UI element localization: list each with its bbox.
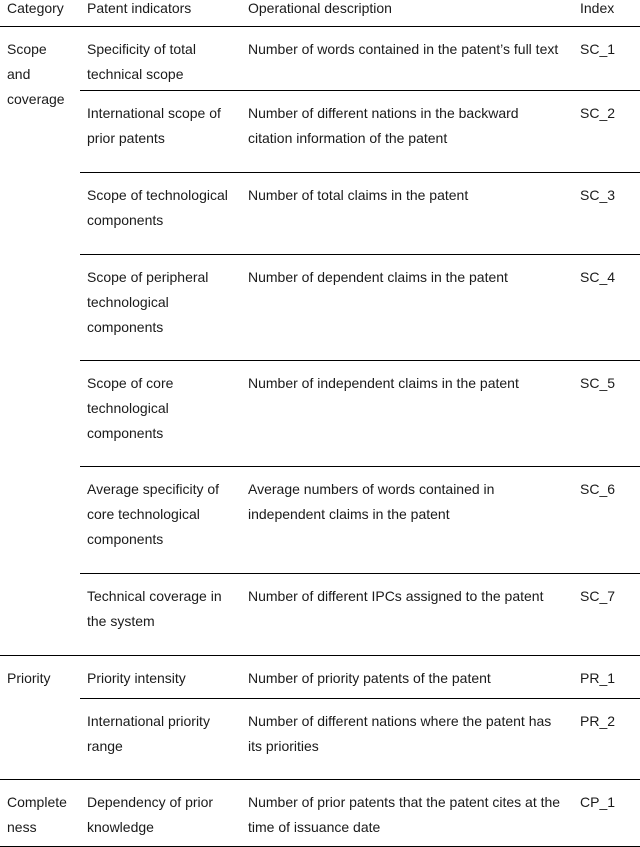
indicator-cell: Scope of core technological components <box>87 375 174 441</box>
header-category: Category <box>7 0 64 16</box>
description-cell: Number of prior patents that the patent cites at the time of issuance date <box>248 794 561 835</box>
header-operational-description: Operational description <box>248 0 392 16</box>
description-cell: Number of independent claims in the patent <box>248 375 519 391</box>
category-group-scope-coverage <box>0 27 640 656</box>
index-cell: SC_5 <box>580 375 616 391</box>
indicator-cell: Priority intensity <box>87 670 186 686</box>
description-cell: Number of different nations in the backward citation information of the patent <box>248 105 519 146</box>
description-cell: Number of priority patents of the patent <box>248 670 491 686</box>
index-cell: SC_6 <box>580 481 616 497</box>
table-row <box>80 656 640 699</box>
table-row <box>80 91 640 173</box>
header-patent-indicators: Patent indicators <box>87 0 192 16</box>
index-cell: SC_1 <box>580 41 616 57</box>
indicator-cell: Dependency of prior knowledge <box>87 794 214 835</box>
category-group-completeness <box>0 780 640 847</box>
table-row <box>80 255 640 361</box>
category-label: Priority <box>7 670 51 686</box>
table-row <box>80 27 640 91</box>
indicator-cell: Scope of technological components <box>87 187 228 228</box>
category-label: Scope and coverage <box>7 41 65 107</box>
index-cell: CP_1 <box>580 794 616 810</box>
category-group-priority <box>0 656 640 780</box>
table-row <box>80 467 640 574</box>
table-row <box>80 574 640 655</box>
index-cell: SC_2 <box>580 105 616 121</box>
description-cell: Average numbers of words contained in independent claims in the patent <box>248 481 495 522</box>
description-cell: Number of different nations where the patent has its priorities <box>248 713 552 754</box>
description-cell: Number of words contained in the patent’s full text <box>248 41 559 57</box>
description-cell: Number of different IPCs assigned to the patent <box>248 588 544 604</box>
table-header-row <box>0 0 640 27</box>
indicator-cell: International priority range <box>87 713 210 754</box>
table-row <box>80 361 640 467</box>
indicator-cell: International scope of prior patents <box>87 105 221 146</box>
description-cell: Number of total claims in the patent <box>248 187 469 203</box>
index-cell: PR_1 <box>580 670 616 686</box>
index-cell: SC_4 <box>580 269 616 285</box>
table-row <box>80 173 640 255</box>
index-cell: SC_3 <box>580 187 616 203</box>
indicator-cell: Specificity of total technical scope <box>87 41 196 82</box>
header-index: Index <box>580 0 615 16</box>
indicator-cell: Average specificity of core technological components <box>87 481 220 547</box>
indicator-cell: Scope of peripheral technological components <box>87 269 209 335</box>
description-cell: Number of dependent claims in the patent <box>248 269 508 285</box>
index-cell: SC_7 <box>580 588 616 604</box>
indicator-cell: Technical coverage in the system <box>87 588 222 629</box>
table-row <box>80 780 640 846</box>
index-cell: PR_2 <box>580 713 616 729</box>
category-label: Complete ness <box>7 794 67 835</box>
table-row <box>80 699 640 779</box>
